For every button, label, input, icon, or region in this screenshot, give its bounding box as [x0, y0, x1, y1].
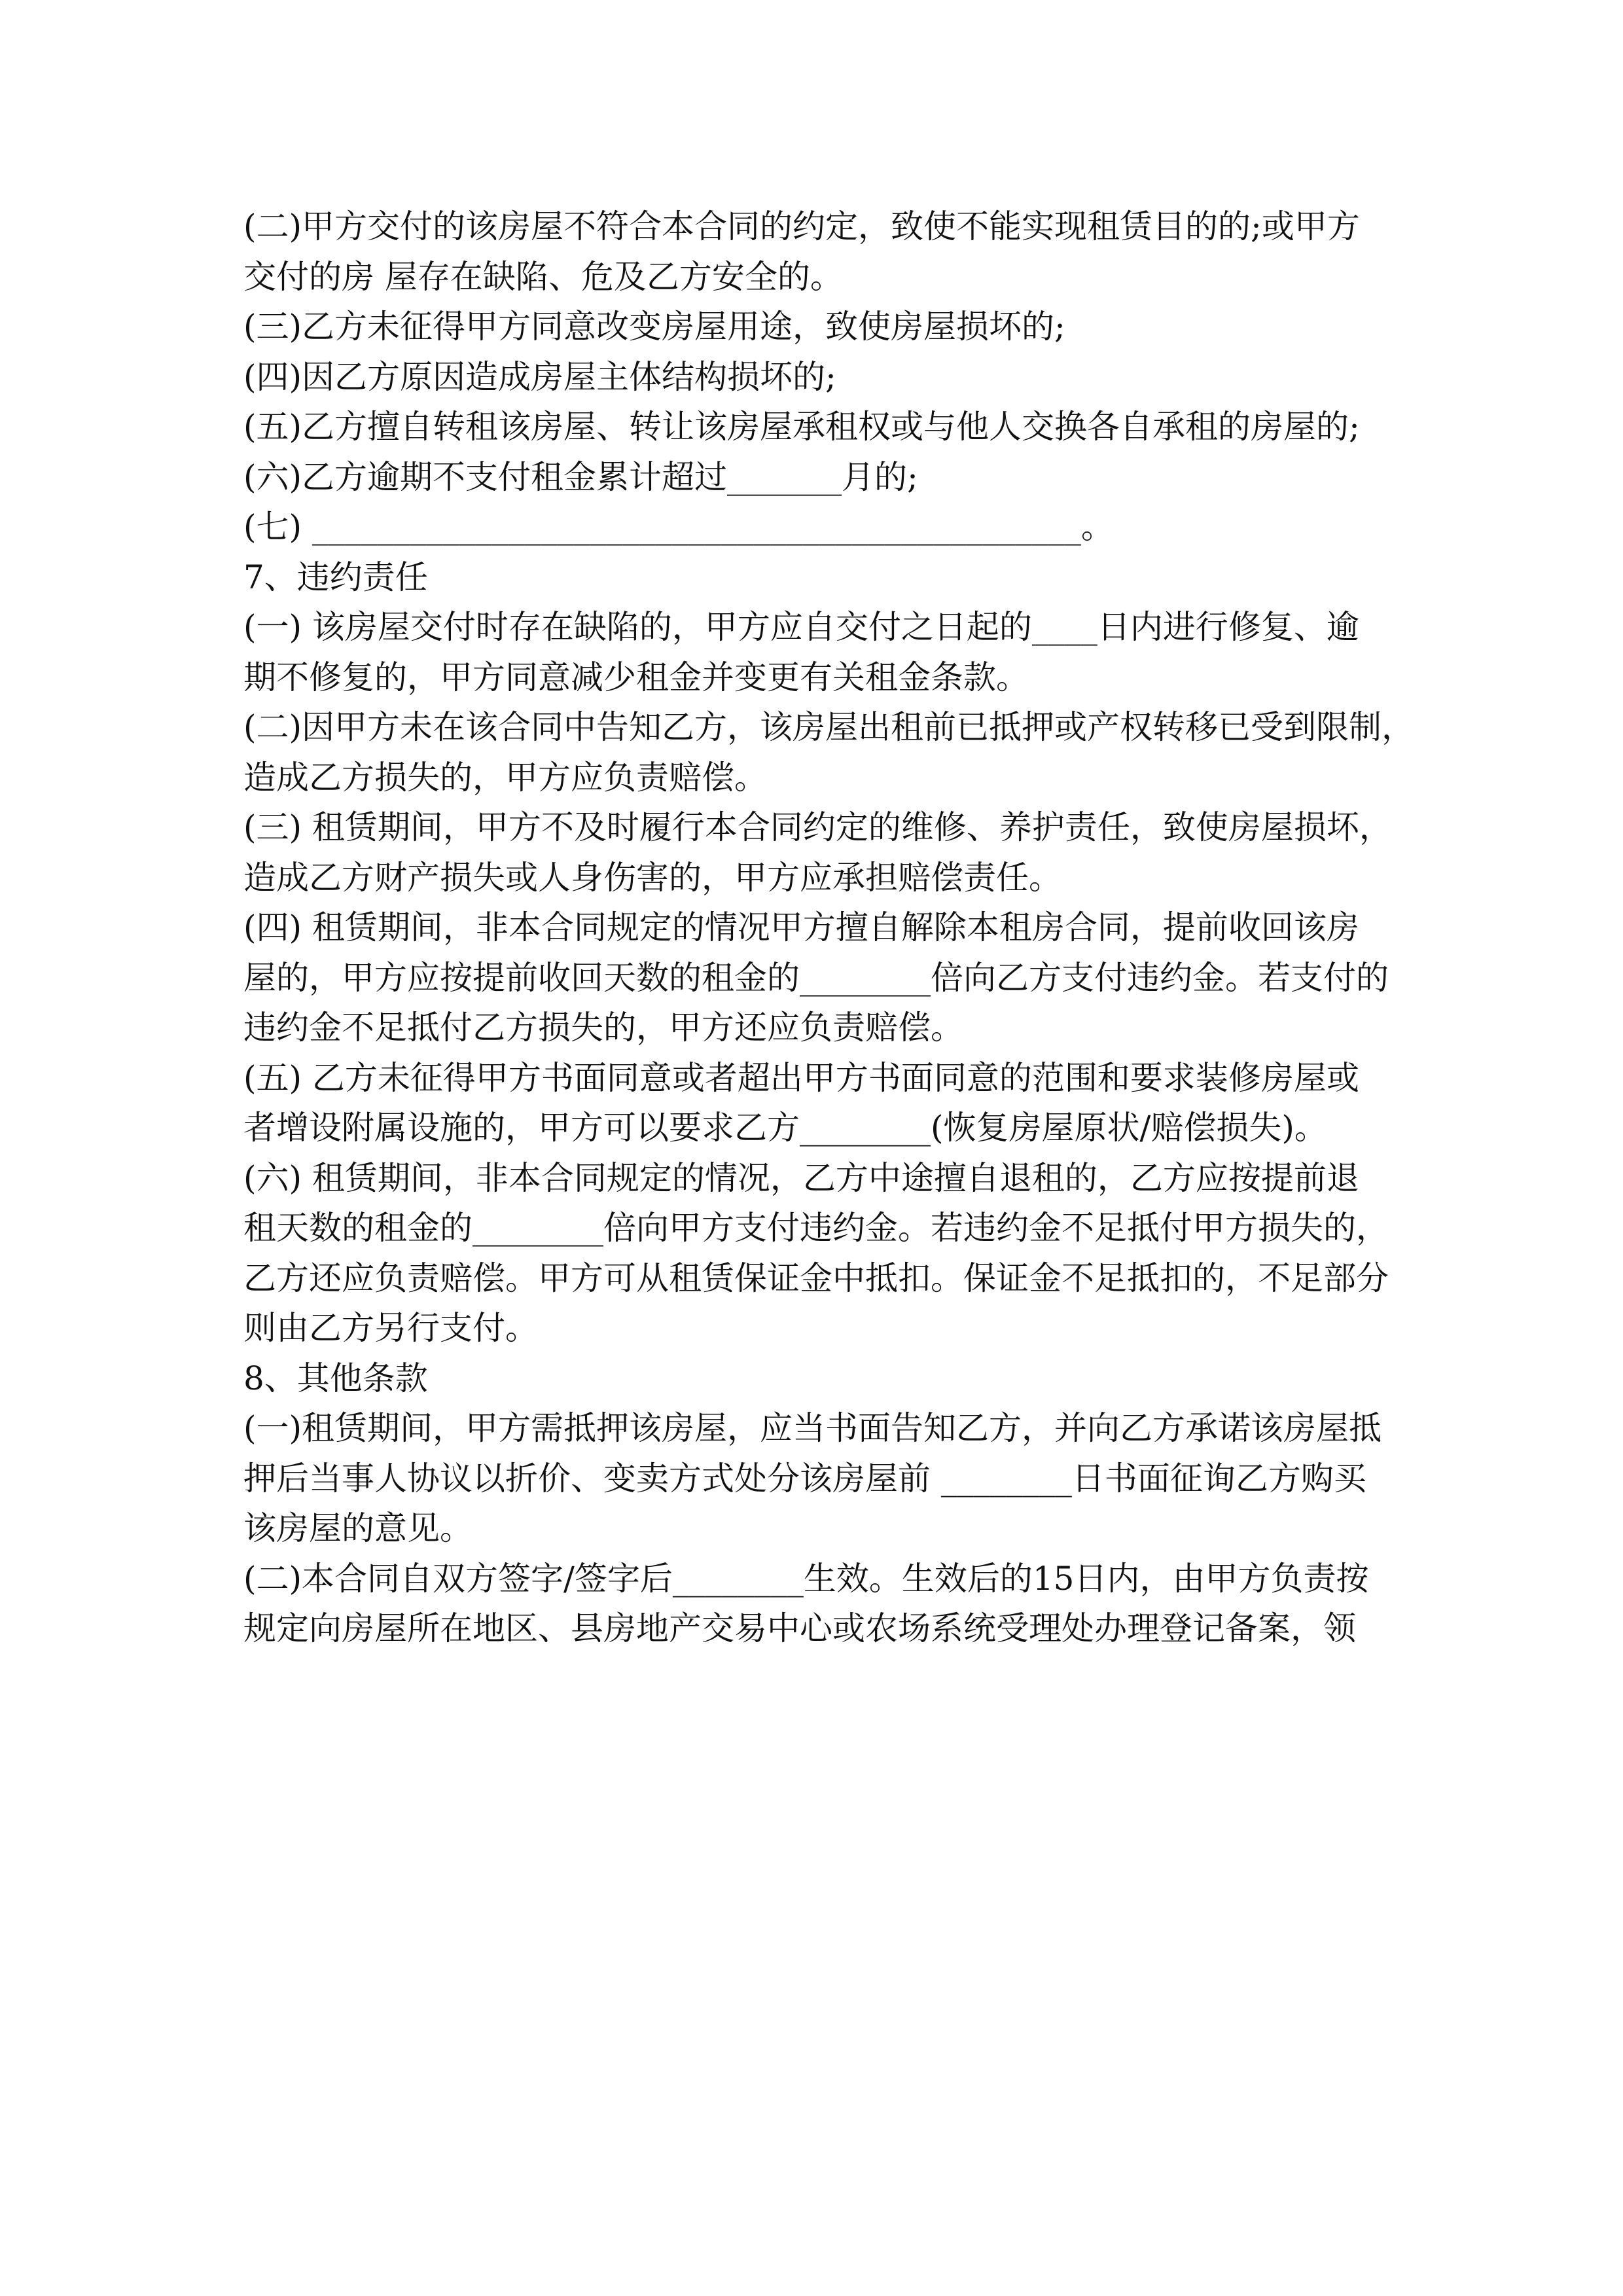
text-line: 违约金不足抵付乙方损失的，甲方还应负责赔偿。 [243, 1009, 963, 1047]
text-line: (四)因乙方原因造成房屋主体结构损坏的; [243, 357, 836, 396]
text-line: (二)因甲方未在该合同中告知乙方，该房屋出租前已抵押或产权转移已受到限制， [243, 708, 1415, 746]
text-line: (五)乙方擅自转租该房屋、转让该房屋承租权或与他人交换各自承租的房屋的; [243, 408, 1360, 446]
text-line: 规定向房屋所在地区、县房地产交易中心或农场系统受理处办理登记备案，领 [243, 1609, 1356, 1647]
text-line: (六)乙方逾期不支付租金累计超过_______月的; [243, 457, 918, 496]
text-line: (五) 乙方未征得甲方书面同意或者超出甲方书面同意的范围和要求装修房屋或 [243, 1058, 1359, 1097]
text-line: (六) 租赁期间，非本合同规定的情况，乙方中途擅自退租的，乙方应按提前退 [243, 1158, 1359, 1197]
section-heading: 7、违约责任 [243, 558, 428, 596]
document-body [243, 202, 1415, 1654]
text-line: 造成乙方财产损失或人身伤害的，甲方应承担赔偿责任。 [243, 858, 1061, 897]
text-line: 则由乙方另行支付。 [243, 1309, 538, 1347]
text-line: (二)甲方交付的该房屋不符合本合同的约定，致使不能实现租赁目的的;或甲方 [243, 207, 1360, 245]
text-line: 押后当事人协议以折价、变卖方式处分该房屋前 ________日书面征询乙方购买 [243, 1459, 1366, 1498]
text-line: (三)乙方未征得甲方同意改变房屋用途，致使房屋损坏的; [243, 308, 1065, 346]
text-line: (四) 租赁期间，非本合同规定的情况甲方擅自解除本租房合同，提前收回该房 [243, 908, 1359, 946]
text-line: (一)租赁期间，甲方需抵押该房屋，应当书面告知乙方，并向乙方承诺该房屋抵 [243, 1409, 1382, 1447]
text-line: (二)本合同自双方签字/签字后________生效。生效后的15日内，由甲方负责按 [243, 1559, 1369, 1598]
text-line: 该房屋的意见。 [243, 1509, 473, 1547]
text-line: 乙方还应负责赔偿。甲方可从租赁保证金中抵扣。保证金不足抵扣的，不足部分 [243, 1259, 1389, 1297]
text-line: 交付的房 屋存在缺陷、危及乙方安全的。 [243, 257, 843, 296]
text-line: 造成乙方损失的，甲方应负责赔偿。 [243, 758, 767, 797]
text-line: (三) 租赁期间，甲方不及时履行本合同约定的维修、养护责任，致使房屋损坏， [243, 808, 1392, 846]
text-line: (七) _______________________________________________。 [243, 508, 1114, 546]
text-line: 租天数的租金的________倍向甲方支付违约金。若违约金不足抵付甲方损失的， [243, 1209, 1389, 1247]
section-heading: 8、其他条款 [243, 1359, 428, 1397]
text-line: 屋的，甲方应按提前收回天数的租金的________倍向乙方支付违约金。若支付的 [243, 958, 1389, 997]
text-line: 期不修复的，甲方同意减少租金并变更有关租金条款。 [243, 658, 1029, 696]
text-line: 者增设附属设施的，甲方可以要求乙方________(恢复房屋原状/赔偿损失)。 [243, 1109, 1327, 1147]
text-line: (一) 该房屋交付时存在缺陷的，甲方应自交付之日起的____日内进行修复、逾 [243, 608, 1359, 646]
